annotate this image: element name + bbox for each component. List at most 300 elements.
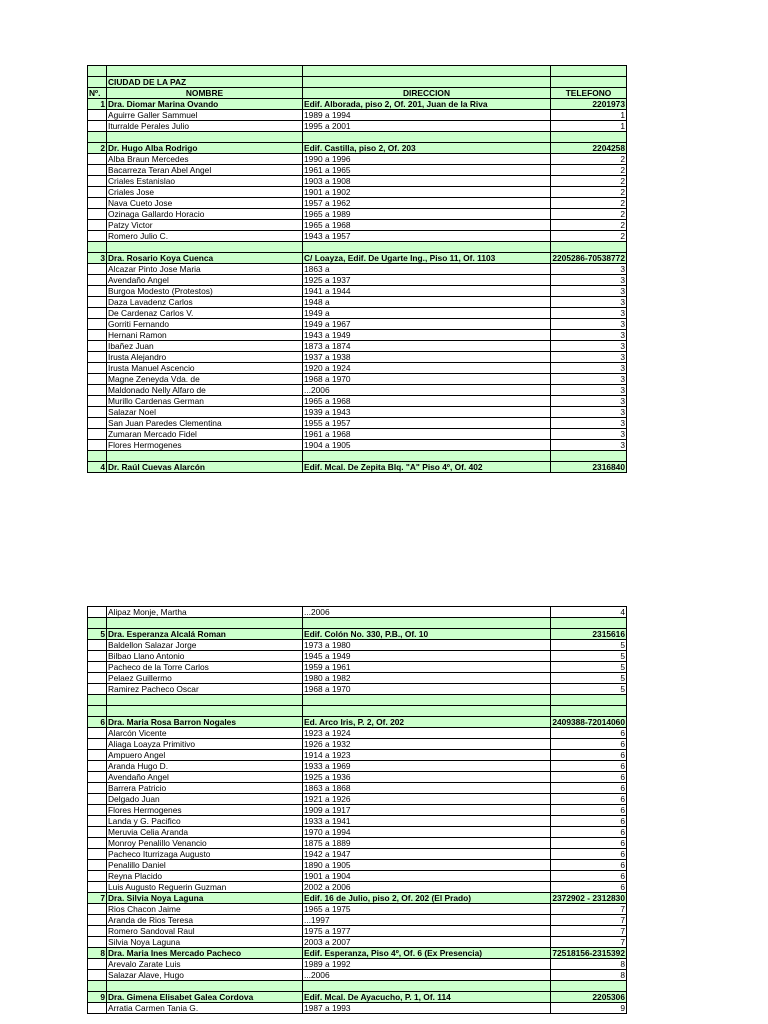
archive-years: 1942 a 1947 <box>303 849 551 860</box>
archive-name: Landa y G. Pacifico <box>107 816 303 827</box>
archive-name: San Juan Paredes Clementina <box>107 418 303 429</box>
notary-address: Edif. Esperanza, Piso 4º, Of. 6 (Ex Presencia) <box>303 948 551 959</box>
archive-name: Iturralde Perales Julio <box>107 121 303 132</box>
notary-phone: 2204258 <box>551 143 627 154</box>
empty-cell <box>303 695 551 706</box>
blank-row <box>88 618 627 629</box>
notary-phone: 2316840 <box>551 462 627 473</box>
table-row <box>88 264 627 275</box>
archive-name: Zumaran Mercado Fidel <box>107 429 303 440</box>
table-row <box>88 794 627 805</box>
empty-cell <box>88 651 107 662</box>
empty-cell <box>88 761 107 772</box>
table-row <box>88 396 627 407</box>
blank-row <box>88 66 627 77</box>
archive-years: 1904 a 1905 <box>303 440 551 451</box>
archive-ref: 3 <box>551 330 627 341</box>
archive-name: Murillo Cardenas German <box>107 396 303 407</box>
archive-name: Aranda Hugo D. <box>107 761 303 772</box>
notary-table-page-1 <box>87 65 627 473</box>
empty-cell <box>88 429 107 440</box>
blank-row <box>88 981 627 992</box>
archive-name: Romero Julio C. <box>107 231 303 242</box>
table-row <box>88 684 627 695</box>
notary-name: Dr. Hugo Alba Rodrigo <box>107 143 303 154</box>
archive-years: 1965 a 1968 <box>303 220 551 231</box>
empty-cell <box>551 618 627 629</box>
table-row <box>88 286 627 297</box>
table-row <box>88 882 627 893</box>
empty-cell <box>88 121 107 132</box>
table-row <box>88 297 627 308</box>
empty-cell <box>88 286 107 297</box>
archive-years: 1933 a 1969 <box>303 761 551 772</box>
table-row <box>88 374 627 385</box>
archive-ref: 2 <box>551 198 627 209</box>
empty-cell <box>88 662 107 673</box>
archive-name: Criales Estanislao <box>107 176 303 187</box>
archive-ref: 7 <box>551 937 627 948</box>
notary-row <box>88 717 627 728</box>
archive-name: Flores Hermogenes <box>107 805 303 816</box>
empty-cell <box>88 827 107 838</box>
archive-name: Meruvia Celia Aranda <box>107 827 303 838</box>
archive-ref: 3 <box>551 275 627 286</box>
notary-row <box>88 143 627 154</box>
notary-number: 3 <box>88 253 107 264</box>
archive-years: ...2006 <box>303 970 551 981</box>
empty-cell <box>303 706 551 717</box>
blank-row <box>88 451 627 462</box>
archive-ref: 6 <box>551 882 627 893</box>
notary-table-page-2 <box>87 606 627 1014</box>
empty-cell <box>88 970 107 981</box>
empty-cell <box>88 904 107 915</box>
archive-years: 1925 a 1936 <box>303 772 551 783</box>
archive-years: ...1997 <box>303 915 551 926</box>
archive-name: Nava Cueto Jose <box>107 198 303 209</box>
empty-cell <box>551 695 627 706</box>
empty-cell <box>88 209 107 220</box>
archive-ref: 8 <box>551 959 627 970</box>
archive-name: Alipaz Monje, Martha <box>107 607 303 618</box>
archive-ref: 9 <box>551 1003 627 1014</box>
table-row <box>88 187 627 198</box>
archive-years: 1863 a <box>303 264 551 275</box>
empty-cell <box>88 750 107 761</box>
archive-ref: 6 <box>551 827 627 838</box>
archive-years: 1945 a 1949 <box>303 651 551 662</box>
table-row <box>88 341 627 352</box>
archive-years: 1970 a 1994 <box>303 827 551 838</box>
table-row <box>88 607 627 618</box>
archive-ref: 3 <box>551 374 627 385</box>
empty-cell <box>303 618 551 629</box>
blank-row <box>88 242 627 253</box>
notary-address: Edif. Colón No. 330, P.B., Of. 10 <box>303 629 551 640</box>
archive-years: 1890 a 1905 <box>303 860 551 871</box>
notary-number: 7 <box>88 893 107 904</box>
notary-name: Dra. Gimena Elisabet Galea Cordova <box>107 992 303 1003</box>
archive-years: 1949 a <box>303 308 551 319</box>
table-row <box>88 440 627 451</box>
archive-ref: 5 <box>551 651 627 662</box>
table-row <box>88 176 627 187</box>
archive-ref: 3 <box>551 418 627 429</box>
notary-name: Dra. Maria Ines Mercado Pacheco <box>107 948 303 959</box>
archive-years: 1948 a <box>303 297 551 308</box>
notary-address: C/ Loayza, Edif. De Ugarte Ing., Piso 11, Of. 1103 <box>303 253 551 264</box>
archive-ref: 1 <box>551 121 627 132</box>
archive-years: 1980 a 1982 <box>303 673 551 684</box>
empty-cell <box>88 154 107 165</box>
archive-years: 1975 a 1977 <box>303 926 551 937</box>
empty-cell <box>88 198 107 209</box>
archive-name: Criales Jose <box>107 187 303 198</box>
archive-name: Rios Chacon Jaime <box>107 904 303 915</box>
archive-name: Salazar Alave, Hugo <box>107 970 303 981</box>
archive-years: 1990 a 1996 <box>303 154 551 165</box>
table-row <box>88 827 627 838</box>
archive-ref: 6 <box>551 750 627 761</box>
empty-cell <box>88 297 107 308</box>
table-row <box>88 816 627 827</box>
archive-name: Baldellon Salazar Jorge <box>107 640 303 651</box>
table-row <box>88 418 627 429</box>
empty-cell <box>88 805 107 816</box>
archive-years: 1989 a 1994 <box>303 110 551 121</box>
archive-years: 1903 a 1908 <box>303 176 551 187</box>
notary-phone: 2372902 - 2312830 <box>552 893 625 903</box>
archive-years: 1995 a 2001 <box>303 121 551 132</box>
archive-name: Aranda de Rios Teresa <box>107 915 303 926</box>
notary-row <box>88 99 627 110</box>
archive-years: 1920 a 1924 <box>303 363 551 374</box>
archive-name: Delgado Juan <box>107 794 303 805</box>
notary-name: Dr. Raúl Cuevas Alarcón <box>107 462 303 473</box>
empty-cell <box>88 385 107 396</box>
notary-name: Dra. Esperanza Alcalá Roman <box>107 629 303 640</box>
notary-row <box>88 462 627 473</box>
archive-name: Aguirre Galler Sammuel <box>107 110 303 121</box>
archive-ref: 3 <box>551 429 627 440</box>
table-row <box>88 110 627 121</box>
empty-cell <box>88 220 107 231</box>
empty-cell <box>107 695 303 706</box>
notary-number: 6 <box>88 717 107 728</box>
empty-cell <box>88 374 107 385</box>
archive-ref: 2 <box>551 209 627 220</box>
archive-ref: 3 <box>551 297 627 308</box>
archive-years: 1961 a 1965 <box>303 165 551 176</box>
archive-years: 1909 a 1917 <box>303 805 551 816</box>
empty-cell <box>88 242 107 253</box>
archive-name: Arratia Carmen Tania G. <box>107 1003 303 1014</box>
archive-years: 1965 a 1968 <box>303 396 551 407</box>
archive-ref: 6 <box>551 794 627 805</box>
empty-cell <box>88 915 107 926</box>
notary-row <box>88 992 627 1003</box>
empty-cell <box>88 728 107 739</box>
notary-row <box>88 253 627 264</box>
archive-years: 1968 a 1970 <box>303 374 551 385</box>
notary-number: 1 <box>88 99 107 110</box>
empty-cell <box>88 418 107 429</box>
table-row <box>88 959 627 970</box>
archive-ref: 6 <box>551 783 627 794</box>
empty-cell <box>88 926 107 937</box>
archive-ref: 7 <box>551 926 627 937</box>
empty-cell <box>107 451 303 462</box>
archive-name: Ozinaga Gallardo Horacio <box>107 209 303 220</box>
empty-cell <box>88 352 107 363</box>
city-heading: CIUDAD DE LA PAZ <box>107 77 303 88</box>
archive-years: 1961 a 1968 <box>303 429 551 440</box>
empty-cell <box>88 794 107 805</box>
archive-name: Ramirez Pacheco Oscar <box>107 684 303 695</box>
archive-years: 2002 a 2006 <box>303 882 551 893</box>
archive-ref: 3 <box>551 385 627 396</box>
empty-cell <box>88 1003 107 1014</box>
empty-cell <box>88 396 107 407</box>
city-heading-row <box>88 77 627 88</box>
archive-ref: 5 <box>551 673 627 684</box>
archive-name: Romero Sandoval Raul <box>107 926 303 937</box>
archive-name: Ampuero Angel <box>107 750 303 761</box>
archive-name: Pacheco Iturrizaga Augusto <box>107 849 303 860</box>
archive-years: 1965 a 1975 <box>303 904 551 915</box>
table-row <box>88 308 627 319</box>
empty-cell <box>551 706 627 717</box>
notary-number: 2 <box>88 143 107 154</box>
table-row <box>88 860 627 871</box>
notary-phone: 2205286-70538772 <box>552 253 625 263</box>
table-row <box>88 352 627 363</box>
empty-cell <box>88 165 107 176</box>
archive-years: 1901 a 1902 <box>303 187 551 198</box>
table-row <box>88 275 627 286</box>
archive-name: Salazar Noel <box>107 407 303 418</box>
empty-cell <box>88 959 107 970</box>
archive-name: Magne Zeneyda Vda. de <box>107 374 303 385</box>
table-row <box>88 385 627 396</box>
empty-cell <box>88 132 107 143</box>
table-row <box>88 407 627 418</box>
table-row <box>88 783 627 794</box>
notary-address: Ed. Arco Iris, P. 2, Of. 202 <box>303 717 551 728</box>
table-row <box>88 871 627 882</box>
archive-ref: 6 <box>551 739 627 750</box>
empty-cell <box>88 849 107 860</box>
empty-cell <box>88 363 107 374</box>
empty-cell <box>551 66 627 77</box>
empty-cell <box>88 319 107 330</box>
column-header-direccion: DIRECCION <box>303 88 551 99</box>
archive-name: De Cardenaz Carlos V. <box>107 308 303 319</box>
archive-ref: 2 <box>551 154 627 165</box>
table-row <box>88 662 627 673</box>
archive-ref: 6 <box>551 838 627 849</box>
empty-cell <box>88 882 107 893</box>
empty-cell <box>88 407 107 418</box>
archive-ref: 6 <box>551 728 627 739</box>
empty-cell <box>88 838 107 849</box>
archive-name: Barrera Patricio <box>107 783 303 794</box>
empty-cell <box>88 640 107 651</box>
notary-address: Edif. Mcal. De Zepita Blq. "A" Piso 4º, Of. 402 <box>303 462 551 473</box>
archive-name: Daza Lavadenz Carlos <box>107 297 303 308</box>
table-row <box>88 1003 627 1014</box>
empty-cell <box>88 860 107 871</box>
table-row <box>88 926 627 937</box>
table-row <box>88 904 627 915</box>
empty-cell <box>88 706 107 717</box>
archive-name: Alarcón Vicente <box>107 728 303 739</box>
empty-cell <box>88 187 107 198</box>
table-row <box>88 761 627 772</box>
empty-cell <box>88 673 107 684</box>
table-row <box>88 739 627 750</box>
column-header-telefono: TELEFONO <box>551 88 627 99</box>
empty-cell <box>303 132 551 143</box>
table-row <box>88 165 627 176</box>
archive-name: Arevalo Zarate Luis <box>107 959 303 970</box>
table-row <box>88 937 627 948</box>
notary-row <box>88 629 627 640</box>
notary-number: 4 <box>88 462 107 473</box>
empty-cell <box>107 242 303 253</box>
archive-ref: 3 <box>551 286 627 297</box>
archive-ref: 2 <box>551 187 627 198</box>
empty-cell <box>88 330 107 341</box>
table-row <box>88 429 627 440</box>
empty-cell <box>551 242 627 253</box>
archive-name: Reyna Placido <box>107 871 303 882</box>
archive-ref: 3 <box>551 341 627 352</box>
archive-ref: 5 <box>551 662 627 673</box>
archive-ref: 2 <box>551 220 627 231</box>
archive-years: 1973 a 1980 <box>303 640 551 651</box>
notary-phone: 2205306 <box>551 992 627 1003</box>
notary-name: Dra. Rosario Koya Cuenca <box>107 253 303 264</box>
archive-years: ...2006 <box>303 385 551 396</box>
empty-cell <box>88 451 107 462</box>
table-row <box>88 319 627 330</box>
empty-cell <box>88 176 107 187</box>
notary-name: Dra. Maria Rosa Barron Nogales <box>107 717 303 728</box>
archive-years: 1937 a 1938 <box>303 352 551 363</box>
empty-cell <box>88 308 107 319</box>
archive-ref: 3 <box>551 319 627 330</box>
archive-name: Pelaez Guillermo <box>107 673 303 684</box>
archive-years: 1921 a 1926 <box>303 794 551 805</box>
table-row <box>88 915 627 926</box>
archive-years: 1925 a 1937 <box>303 275 551 286</box>
empty-cell <box>88 618 107 629</box>
archive-name: Avendaño Angel <box>107 772 303 783</box>
table-row <box>88 849 627 860</box>
empty-cell <box>88 231 107 242</box>
table-row <box>88 198 627 209</box>
empty-cell <box>303 66 551 77</box>
archive-name: Burgoa Modesto (Protestos) <box>107 286 303 297</box>
table-row <box>88 772 627 783</box>
notary-phone: 2201973 <box>551 99 627 110</box>
table-row <box>88 330 627 341</box>
archive-ref: 2 <box>551 231 627 242</box>
notary-address: Edif. Mcal. De Ayacucho, P. 1, Of. 114 <box>303 992 551 1003</box>
archive-name: Avendaño Angel <box>107 275 303 286</box>
empty-cell <box>88 264 107 275</box>
empty-cell <box>107 66 303 77</box>
notary-address: Edif. Alborada, piso 2, Of. 201, Juan de la Riva <box>303 99 551 110</box>
table-row <box>88 970 627 981</box>
notary-number: 5 <box>88 629 107 640</box>
archive-ref: 3 <box>551 396 627 407</box>
archive-ref: 6 <box>551 849 627 860</box>
table-row <box>88 220 627 231</box>
archive-years: 1968 a 1970 <box>303 684 551 695</box>
table-row <box>88 750 627 761</box>
archive-ref: 3 <box>551 407 627 418</box>
archive-ref: 3 <box>551 308 627 319</box>
archive-years: 1933 a 1941 <box>303 816 551 827</box>
empty-cell <box>551 132 627 143</box>
notary-row <box>88 948 627 959</box>
archive-name: Monroy Penalillo Venancio <box>107 838 303 849</box>
empty-cell <box>303 77 551 88</box>
archive-ref: 6 <box>551 816 627 827</box>
archive-ref: 6 <box>551 860 627 871</box>
archive-ref: 7 <box>551 915 627 926</box>
archive-years: ...2006 <box>303 607 551 618</box>
archive-years: 1926 a 1932 <box>303 739 551 750</box>
empty-cell <box>88 341 107 352</box>
empty-cell <box>88 871 107 882</box>
notary-address: Edif. 16 de Julio, piso 2, Of. 202 (El Prado) <box>303 893 551 904</box>
table-row <box>88 673 627 684</box>
archive-name: Irusta Manuel Ascencio <box>107 363 303 374</box>
archive-ref: 6 <box>551 761 627 772</box>
empty-cell <box>107 618 303 629</box>
table-row <box>88 728 627 739</box>
notary-number: 9 <box>88 992 107 1003</box>
empty-cell <box>88 110 107 121</box>
table-row <box>88 209 627 220</box>
archive-ref: 2 <box>551 165 627 176</box>
notary-number: 8 <box>88 948 107 959</box>
archive-years: 1987 a 1993 <box>303 1003 551 1014</box>
archive-ref: 8 <box>551 970 627 981</box>
empty-cell <box>303 981 551 992</box>
archive-name: Aliaga Loayza Primitivo <box>107 739 303 750</box>
archive-ref: 5 <box>551 684 627 695</box>
table-row <box>88 231 627 242</box>
archive-years: 1959 a 1961 <box>303 662 551 673</box>
archive-years: 2003 a 2007 <box>303 937 551 948</box>
archive-name: Hernani Ramon <box>107 330 303 341</box>
archive-name: Flores Hermogenes <box>107 440 303 451</box>
archive-ref: 3 <box>551 363 627 374</box>
empty-cell <box>303 242 551 253</box>
archive-name: Luis Augusto Reguerin Guzman <box>107 882 303 893</box>
archive-name: Bacarreza Teran Abel Angel <box>107 165 303 176</box>
empty-cell <box>107 706 303 717</box>
archive-years: 1873 a 1874 <box>303 341 551 352</box>
table-row <box>88 805 627 816</box>
column-header-no: Nº. <box>88 88 107 99</box>
archive-name: Pacheco de la Torre Carlos <box>107 662 303 673</box>
